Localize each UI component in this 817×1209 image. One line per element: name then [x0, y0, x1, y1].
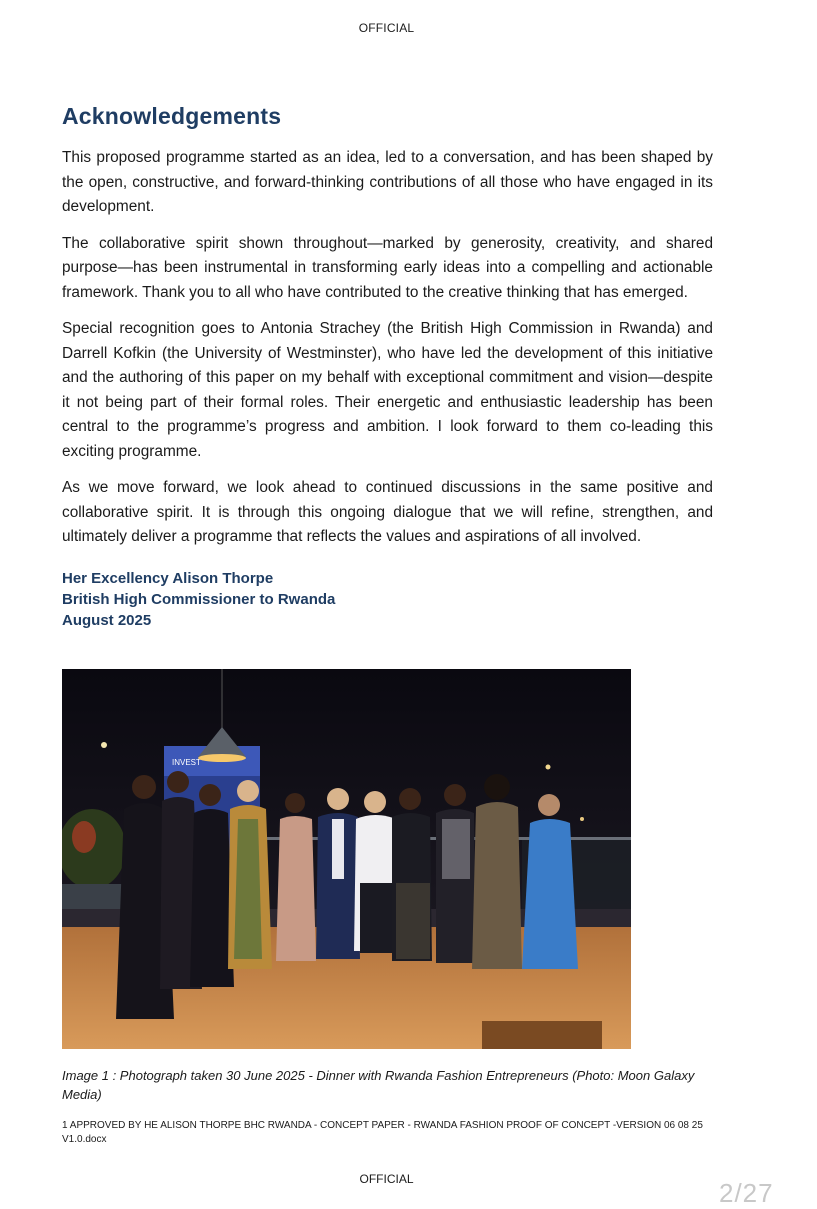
header-classification: OFFICIAL	[358, 21, 415, 35]
distant-light	[546, 765, 551, 770]
page-title: Acknowledgements	[62, 103, 282, 129]
photo-illustration	[62, 669, 631, 1049]
signoff-role: British High Commissioner to Rwanda	[62, 590, 336, 608]
banner-text: INVEST	[172, 758, 201, 767]
person	[190, 784, 234, 987]
paragraph-1: This proposed programme started as an idea, led to a conversation, and has been shaped by the open, constructive, and forward-thinking contributions of all those who have engaged in its development.	[62, 149, 713, 215]
paragraph-4: As we move forward, we look ahead to continued discussions in the same positive and collaborative spirit. It is through this ongoing dialogue that we will refine, strengthen, and ultimately deliver a programme that reflects the values and aspirations of all involved.	[62, 479, 713, 545]
page-number: 2/27	[719, 1178, 774, 1208]
lamp-glow	[198, 754, 246, 762]
signoff-date: August 2025	[62, 611, 152, 629]
distant-light	[580, 817, 584, 821]
photo-caption: Image 1 : Photograph taken 30 June 2025 - Dinner with Rwanda Fashion Entrepreneurs (Photo: Moon Galaxy Media)	[62, 1068, 695, 1102]
document-body	[62, 103, 713, 631]
signoff-block	[62, 568, 713, 631]
chair	[482, 1021, 602, 1049]
paragraph-3: Special recognition goes to Antonia Strachey (the British High Commission in Rwanda) and Darrell Kofkin (the University of Westminster), who have led the development of this initiative and the authoring of this paper on my behalf with exceptional commitment and vision—despite it not being part of their formal roles. Their energetic and enthusiastic leadership has been central to the programme’s progress and ambition. I look forward to them co-leading this exciting programme.	[62, 320, 713, 460]
signoff-name: Her Excellency Alison Thorpe	[62, 569, 274, 587]
distant-light	[101, 742, 107, 748]
footnote: 1 APPROVED BY HE ALISON THORPE BHC RWANDA - CONCEPT PAPER - RWANDA FASHION PROOF OF CONCEPT -VERSION 06 08 25 V1.0.docx	[62, 1120, 703, 1145]
footer-classification: OFFICIAL	[359, 1172, 414, 1186]
event-photograph	[62, 669, 631, 1049]
plant-leaves	[72, 821, 96, 853]
paragraph-2: The collaborative spirit shown throughout—marked by generosity, creativity, and shared purpose—has been instrumental in transforming early ideas into a compelling and actionable framework. Thank you to all who have contributed to the creative thinking that has emerged.	[62, 234, 713, 301]
